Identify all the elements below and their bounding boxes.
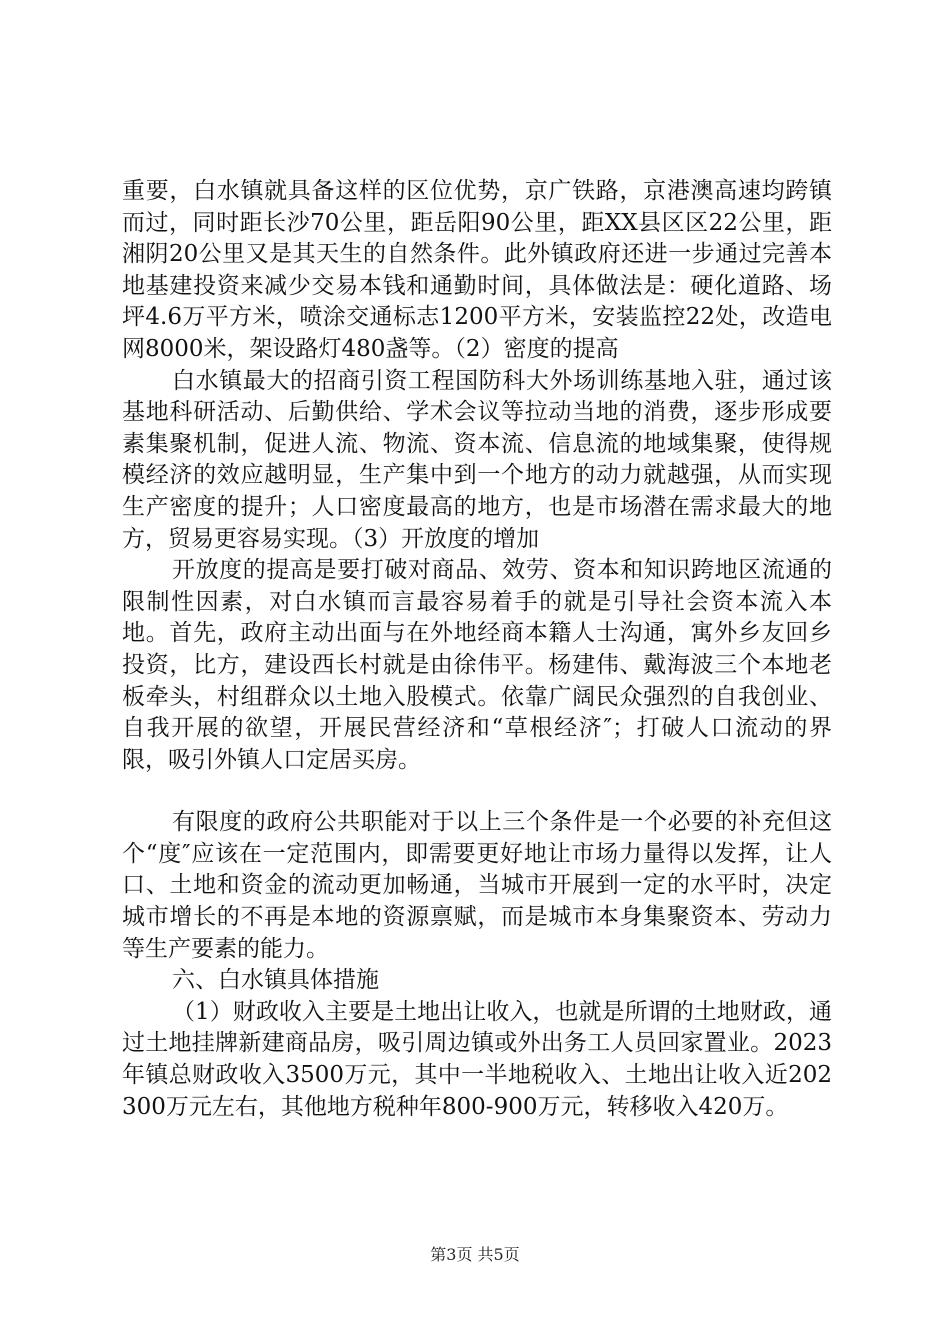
page-number: 第3页 共5页 <box>430 1245 520 1264</box>
paragraph-fiscal-revenue: （1）财政收入主要是土地出让收入，也就是所谓的土地财政，通过土地挂牌新建商品房，吸引周边镇或外出务工人员回家置业。2023年镇总财政收入3500万元，其中一半地税收入、土地出让收入近202300万元左右，其他地方税种年800-900万元，转移收入420万。 <box>122 998 832 1120</box>
paragraph-density: 白水镇最大的招商引资工程国防科大外场训练基地入驻，通过该基地科研活动、后勤供给、学术会议等拉动当地的消费，逐步形成要素集聚机制，促进人流、物流、资本流、信息流的地域集聚，使得规模经济的效应越明显，生产集中到一个地方的动力就越强，从而实现生产密度的提升；人口密度最高的地方，也是市场潜在需求最大的地方，贸易更容易实现。（3）开放度的增加 <box>122 367 832 552</box>
paragraph-openness: 开放度的提高是要打破对商品、效劳、资本和知识跨地区流通的限制性因素，对白水镇而言最容易着手的就是引导社会资本流入本地。首先，政府主动出面与在外地经商本籍人士沟通，寓外乡友回乡投资，比方，建设西长村就是由徐伟平。杨建伟、戴海波三个本地老板牵头，村组群众以土地入股模式。依靠广阔民众强烈的自我创业、自我开展的欲望，开展民营经济和“草根经济″；打破人口流动的界限，吸引外镇人口定居买房。 <box>122 557 832 773</box>
paragraph-government-role: 有限度的政府公共职能对于以上三个条件是一个必要的补充但这个“度″应该在一定范围内，即需要更好地让市场力量得以发挥，让人口、土地和资金的流动更加畅通，当城市开展到一定的水平时，决定城市增长的不再是本地的资源禀赋，而是城市本身集聚资本、劳动力等生产要素的能力。 <box>122 809 832 962</box>
section-heading: 六、白水镇具体措施 <box>172 967 379 994</box>
paragraph-location-advantage: 重要，白水镇就具备这样的区位优势，京广铁路，京港澳高速均跨镇而过，同时距长沙70公里，距岳阳90公里，距XX县区区22公里，距湘阴20公里又是其天生的自然条件。此外镇政府还进一步通过完善本地基建投资来减少交易本钱和通勤时间，具体做法是：硬化道路、场坪4.6万平方米，喷涂交通标志1200平方米，安装监控22处，改造电网8000米，架设路灯480盏等。（2）密度的提高 <box>122 178 832 362</box>
document-body <box>122 176 832 1123</box>
